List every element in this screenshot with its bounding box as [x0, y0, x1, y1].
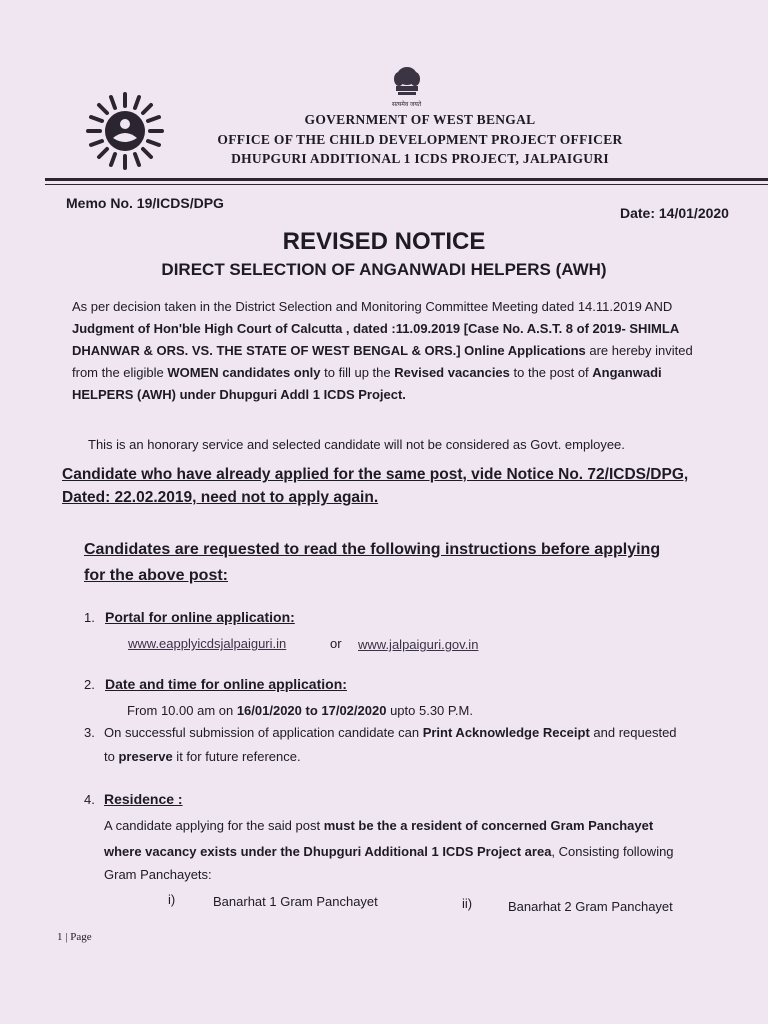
- already-applied-note: [62, 463, 752, 509]
- intro-vacancies-text: Revised vacancies: [394, 365, 510, 380]
- intro-line-1: As per decision taken in the District Selection and Monitoring Committee Meeting dated 14.11.2019 AND: [72, 299, 673, 314]
- residence-consisting-text: , Consisting following: [551, 844, 674, 859]
- gp-2-name: Banarhat 2 Gram Panchayet: [508, 899, 673, 914]
- residence-text-a: A candidate applying for the said post: [104, 818, 324, 833]
- honorary-note: This is an honorary service and selected candidate will not be considered as Govt. employee.: [88, 437, 625, 452]
- header-line-project: DHUPGURI ADDITIONAL 1 ICDS PROJECT, JALPAIGURI: [231, 151, 609, 166]
- portal-label: Portal for online application:: [105, 609, 295, 625]
- submission-line-2: [104, 749, 301, 764]
- submission-to-text: to: [104, 749, 119, 764]
- intro-paragraph: [72, 296, 754, 406]
- instructions-heading-line-1: Candidates are requested to read the following instructions before applying: [84, 541, 661, 558]
- item-2-number: 2.: [84, 677, 95, 692]
- residence-area-text: where vacancy exists under the Dhupguri Additional 1 ICDS Project area: [104, 844, 552, 859]
- header-line-office: OFFICE OF THE CHILD DEVELOPMENT PROJECT OFFICER: [217, 132, 623, 147]
- submission-line-1: [104, 725, 677, 740]
- intro-fill-text: to fill up the: [320, 365, 395, 380]
- gp-1-number: i): [168, 892, 176, 907]
- portal-link-eapply[interactable]: www.eapplyicdsjalpaiguri.in: [128, 636, 287, 651]
- residence-line-1: [104, 818, 653, 833]
- intro-line-4: [72, 362, 754, 384]
- intro-anganwadi-text: Anganwadi: [592, 365, 662, 380]
- header-divider-thin: [45, 184, 768, 185]
- icds-logo-icon: [82, 88, 168, 174]
- submission-preserve-text: preserve: [118, 749, 173, 764]
- intro-post-text: to the post of: [509, 365, 593, 380]
- intro-line-5: HELPERS (AWH) under Dhupguri Addl 1 ICDS Project.: [72, 387, 406, 402]
- intro-line-3: [72, 340, 754, 362]
- residence-resident-text: must be the a resident of concerned Gram Panchayet: [323, 818, 654, 833]
- submission-requested-text: and requested: [589, 725, 677, 740]
- residence-line-3: Gram Panchayets:: [104, 867, 212, 882]
- item-3-number: 3.: [84, 725, 95, 740]
- datetime-upto-text: upto 5.30 P.M.: [386, 703, 473, 718]
- item-1-number: 1.: [84, 610, 95, 625]
- instructions-heading-line-2: for the above post:: [84, 567, 229, 584]
- item-4-number: 4.: [84, 792, 95, 807]
- residence-line-2: [104, 844, 674, 859]
- intro-case-text: DHANWAR & ORS. VS. THE STATE OF WEST BENGAL & ORS.] Online Applications: [72, 343, 586, 358]
- emblem-caption: सत्यमेव जयते: [392, 102, 422, 108]
- gp-1-name: Banarhat 1 Gram Panchayet: [213, 894, 378, 909]
- header-divider-thick: [45, 178, 768, 181]
- memo-number: Memo No. 19/ICDS/DPG: [66, 195, 224, 211]
- residence-label: Residence :: [104, 791, 183, 807]
- gp-2-number: ii): [462, 896, 473, 911]
- instructions-heading: [84, 537, 756, 589]
- intro-eligible-text: from the eligible: [72, 365, 168, 380]
- datetime-from-text: From 10.00 am on: [127, 703, 237, 718]
- memo-date: Date: 14/01/2020: [620, 205, 729, 221]
- intro-invited-text: are hereby invited: [585, 343, 693, 358]
- datetime-text: [127, 703, 473, 718]
- portal-or-text: or: [330, 636, 342, 651]
- datetime-label: Date and time for online application:: [105, 676, 347, 692]
- portal-link-jalpaiguri[interactable]: www.jalpaiguri.gov.in: [358, 637, 479, 652]
- already-applied-line-2: Dated: 22.02.2019, need not to apply again.: [62, 489, 379, 506]
- notice-subtitle: DIRECT SELECTION OF ANGANWADI HELPERS (AWH): [161, 260, 607, 279]
- header-line-government: GOVERNMENT OF WEST BENGAL: [304, 112, 536, 127]
- datetime-range: 16/01/2020 to 17/02/2020: [236, 703, 387, 718]
- submission-future-text: it for future reference.: [172, 749, 301, 764]
- intro-line-2: Judgment of Hon'ble High Court of Calcutta , dated :11.09.2019 [Case No. A.S.T. 8 of 2019- SHIMLA: [72, 321, 680, 336]
- intro-women-text: WOMEN candidates only: [167, 365, 321, 380]
- notice-title: REVISED NOTICE: [282, 228, 486, 255]
- submission-text-a: On successful submission of application candidate can: [104, 725, 423, 740]
- submission-receipt-text: Print Acknowledge Receipt: [422, 725, 590, 740]
- already-applied-line-1: Candidate who have already applied for the same post, vide Notice No. 72/ICDS/DPG,: [62, 466, 689, 483]
- page-number: 1 | Page: [57, 931, 92, 943]
